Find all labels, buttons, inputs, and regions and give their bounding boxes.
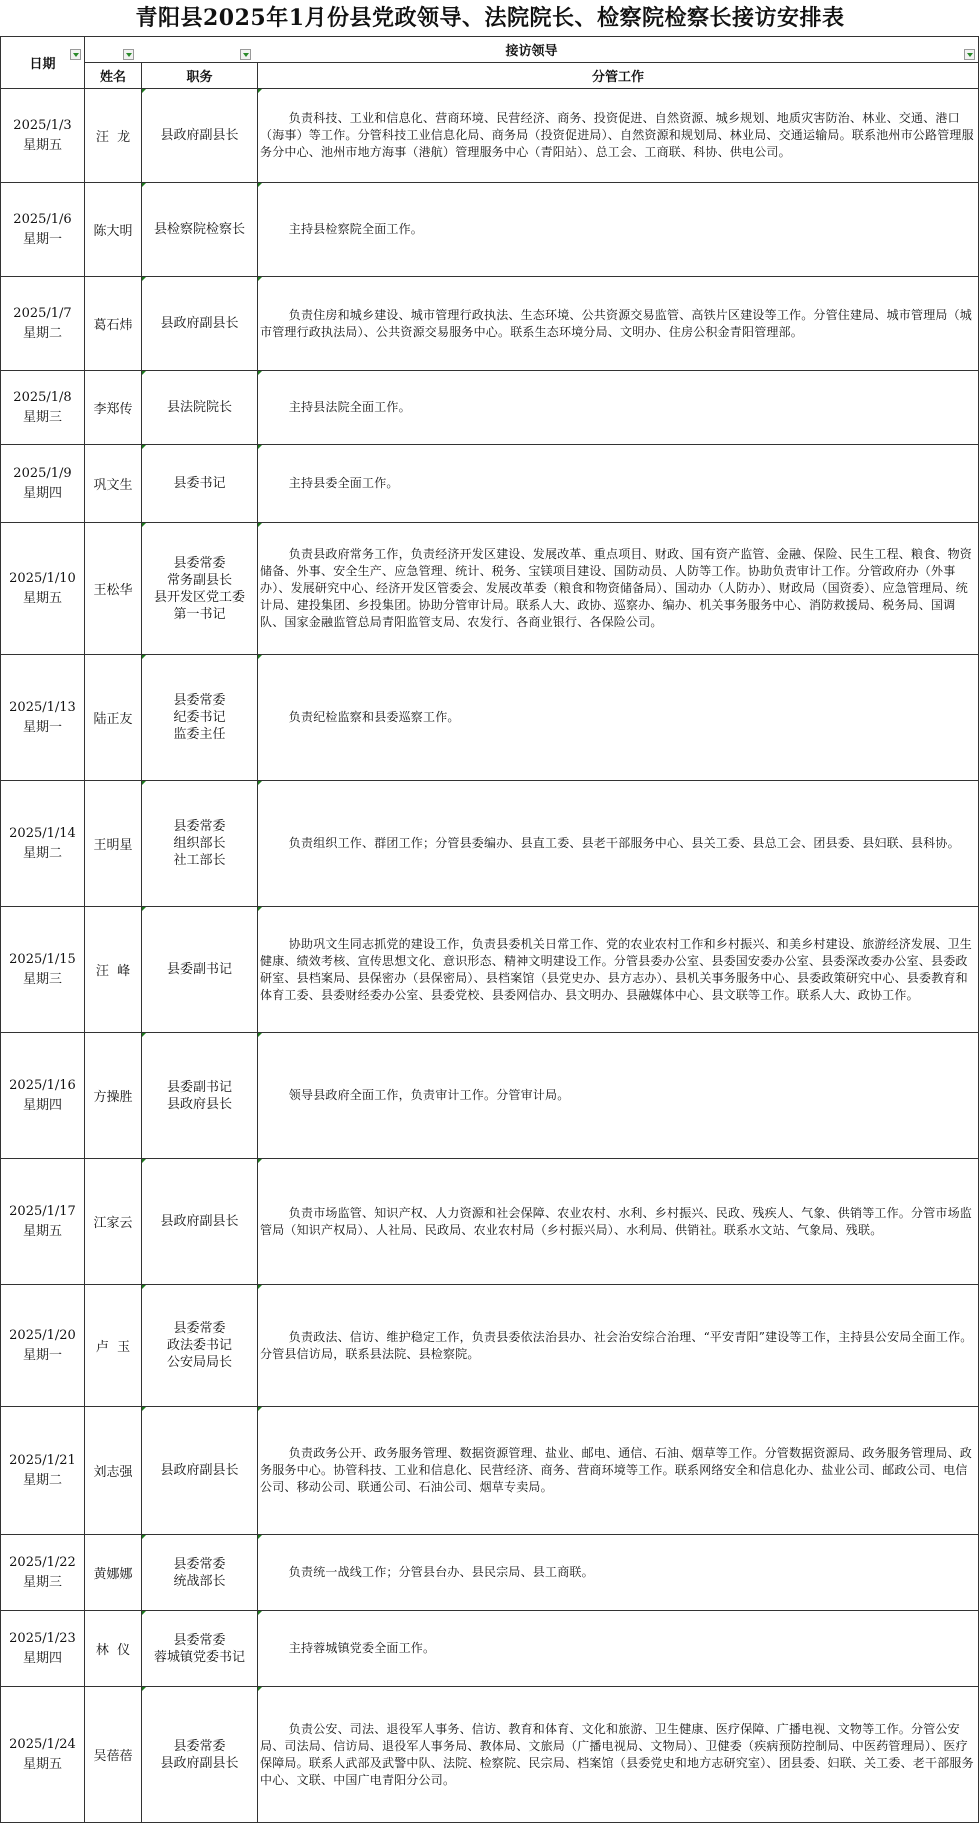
cell-marker-icon	[142, 1611, 146, 1615]
cell-marker-icon	[258, 1407, 262, 1411]
name-cell[interactable]	[85, 907, 142, 1033]
table-row	[1, 1285, 979, 1407]
cell-marker-icon	[142, 1285, 146, 1289]
date-cell[interactable]	[1, 907, 85, 1033]
leader-name: 王松华	[93, 583, 133, 598]
cell-marker-icon	[142, 183, 146, 187]
cell-marker-icon	[142, 1159, 146, 1163]
date-cell[interactable]	[1, 781, 85, 907]
position-cell[interactable]	[142, 1535, 258, 1611]
position-line: 县政府副县长	[160, 316, 239, 331]
work-description: 协助巩文生同志抓党的建设工作，负责县委机关日常工作、党的农业农村工作和乡村振兴、和美乡村建设、旅游经济发展、卫生健康、绩效考核、宣传思想文化、意识形态、精神文明建设工作。分管县委办公室、县委国安委办公室、县委深改委办公室、县委政研室、县档案局、县保密办（县保密局）、县档案馆（县党史办、县方志办）、县机关事务服务中心、县委政策研究中心、县委教育和体育工委、县委财经委办公室、县委党校、县委网信办、县文明办、县融媒体中心、县文联等工作。联系人大、政协工作。	[260, 936, 973, 1002]
filter-dropdown-icon[interactable]	[70, 49, 81, 60]
leader-name: 葛石炜	[93, 318, 133, 333]
leader-name: 黄娜娜	[93, 1567, 133, 1582]
table-row	[1, 907, 979, 1033]
weekday-value: 星期二	[22, 1472, 62, 1488]
position-cell[interactable]	[142, 1285, 258, 1407]
date-value: 2025/1/22	[9, 1554, 76, 1570]
cell-marker-icon	[258, 89, 262, 93]
name-cell[interactable]	[85, 1687, 142, 1823]
date-cell[interactable]	[1, 89, 85, 183]
cell-marker-icon	[142, 1033, 146, 1037]
date-cell[interactable]	[1, 445, 85, 523]
position-line: 县委常委	[173, 1632, 226, 1648]
name-cell[interactable]	[85, 523, 142, 655]
cell-marker-icon	[142, 277, 146, 281]
leader-name: 汪 峰	[95, 964, 131, 979]
weekday-value: 星期一	[22, 719, 62, 735]
position-cell[interactable]	[142, 655, 258, 781]
leader-name: 王明星	[93, 838, 133, 853]
position-cell[interactable]	[142, 183, 258, 277]
schedule-table	[0, 36, 979, 1823]
position-cell[interactable]	[142, 1407, 258, 1535]
table-row	[1, 1535, 979, 1611]
position-cell[interactable]	[142, 445, 258, 523]
header-date-label: 日期	[29, 57, 56, 72]
weekday-value: 星期四	[22, 1650, 62, 1666]
work-cell[interactable]	[258, 1687, 979, 1823]
position-line: 县委常委	[173, 1556, 226, 1572]
date-cell[interactable]	[1, 1611, 85, 1687]
cell-marker-icon	[142, 655, 146, 659]
cell-marker-icon	[142, 523, 146, 527]
cell-marker-icon	[258, 1033, 262, 1037]
work-description: 主持蓉城镇党委全面工作。	[288, 1641, 436, 1655]
table-row	[1, 655, 979, 781]
position-line: 县委副书记	[166, 1079, 232, 1095]
table-row	[1, 1033, 979, 1159]
position-line: 统战部长	[173, 1573, 226, 1589]
position-line: 县政府县长	[166, 1096, 232, 1112]
leader-name: 林 仪	[95, 1643, 131, 1658]
date-value: 2025/1/14	[9, 825, 76, 841]
work-description: 负责纪检监察和县委巡察工作。	[288, 710, 460, 724]
work-cell[interactable]	[258, 907, 979, 1033]
date-cell[interactable]	[1, 371, 85, 445]
name-cell[interactable]	[85, 781, 142, 907]
date-cell[interactable]	[1, 1159, 85, 1285]
position-line: 县委常委	[173, 819, 226, 834]
cell-marker-icon	[142, 1687, 146, 1691]
name-cell[interactable]	[85, 1407, 142, 1535]
leader-name: 刘志强	[93, 1465, 133, 1480]
position-line: 县开发区党工委	[153, 589, 245, 605]
weekday-value: 星期五	[22, 590, 62, 606]
date-value: 2025/1/17	[9, 1203, 76, 1219]
date-value: 2025/1/6	[13, 211, 72, 227]
position-line: 县委书记	[173, 476, 226, 491]
work-cell[interactable]	[258, 371, 979, 445]
position-line: 县政府副县长	[160, 128, 239, 143]
name-cell[interactable]	[85, 655, 142, 781]
cell-marker-icon	[142, 1535, 146, 1539]
date-cell[interactable]	[1, 655, 85, 781]
date-value: 2025/1/10	[9, 570, 76, 586]
name-cell[interactable]	[85, 1159, 142, 1285]
name-cell[interactable]	[85, 1033, 142, 1159]
weekday-value: 星期一	[22, 231, 62, 247]
position-cell[interactable]	[142, 523, 258, 655]
table-row	[1, 781, 979, 907]
weekday-value: 星期三	[22, 409, 62, 425]
name-cell[interactable]	[85, 1611, 142, 1687]
cell-marker-icon	[142, 89, 146, 93]
leader-name: 李郑传	[93, 402, 133, 417]
work-description: 负责政务公开、政务服务管理、数据资源管理、盐业、邮电、通信、石油、烟草等工作。分管数据资源局、政务服务管理局、政务服务中心。协管科技、工业和信息化、民营经济、商务、营商环境等工作。联系网络安全和信息化办、盐业公司、邮政公司、电信公司、移动公司、联通公司、石油公司、烟草专卖局。	[260, 1446, 973, 1494]
header-leader-group-label: 接访领导	[505, 44, 558, 59]
cell-marker-icon	[258, 781, 262, 785]
position-line: 政法委书记	[166, 1338, 232, 1353]
date-value: 2025/1/13	[9, 699, 76, 715]
position-line: 社工部长	[173, 853, 226, 868]
cell-marker-icon	[142, 781, 146, 785]
date-value: 2025/1/16	[9, 1077, 76, 1093]
cell-marker-icon	[258, 655, 262, 659]
work-cell[interactable]	[258, 1611, 979, 1687]
work-cell[interactable]	[258, 1285, 979, 1407]
table-row	[1, 1687, 979, 1823]
date-value: 2025/1/15	[9, 951, 76, 967]
position-line: 县政府副县长	[160, 1755, 239, 1771]
cell-marker-icon	[258, 907, 262, 911]
cell-marker-icon	[258, 183, 262, 187]
leader-name: 陆正友	[93, 712, 133, 727]
weekday-value: 星期四	[22, 1097, 62, 1113]
work-description: 负责科技、工业和信息化、营商环境、民营经济、商务、投资促进、自然资源、城乡规划、地质灾害防治、林业、交通、港口（海事）等工作。分管科技工业信息化局、商务局（投资促进局）、自然资源和规划局、林业局、交通运输局。联系池州市公路管理服务分中心、池州市地方海事（港航）管理服务中心（青阳站）、总工会、工商联、科协、供电公司。	[260, 111, 974, 159]
weekday-value: 星期一	[22, 1347, 62, 1363]
cell-marker-icon	[258, 1535, 262, 1539]
header-work	[258, 63, 979, 89]
leader-name: 巩文生	[93, 478, 133, 493]
weekday-value: 星期五	[22, 1756, 62, 1772]
work-description: 负责市场监管、知识产权、人力资源和社会保障、农业农村、水利、乡村振兴、民政、残疾人、气象、供销等工作。分管市场监管局（知识产权局）、人社局、民政局、农业农村局（乡村振兴局）、水利局、供销社。联系水文站、气象局、残联。	[260, 1205, 973, 1237]
header-work-label: 分管工作	[591, 70, 644, 85]
name-cell[interactable]	[85, 183, 142, 277]
date-value: 2025/1/8	[13, 389, 72, 405]
position-line: 县政府副县长	[160, 1214, 239, 1229]
header-position-label: 职务	[186, 70, 213, 85]
position-line: 县委常委	[173, 693, 226, 708]
work-cell[interactable]	[258, 1535, 979, 1611]
cell-marker-icon	[258, 371, 262, 375]
header-position	[142, 63, 258, 89]
work-description: 负责组织工作、群团工作；分管县委编办、县直工委、县老干部服务中心、县关工委、县总工会、团县委、县妇联、县科协。	[288, 836, 960, 850]
name-cell[interactable]	[85, 277, 142, 371]
name-cell[interactable]	[85, 445, 142, 523]
leader-name: 陈大明	[93, 224, 133, 239]
filter-dropdown-icon[interactable]	[123, 49, 134, 60]
cell-marker-icon	[142, 445, 146, 449]
position-line: 公安局局长	[166, 1355, 232, 1370]
work-cell[interactable]	[258, 89, 979, 183]
table-row	[1, 89, 979, 183]
work-cell[interactable]	[258, 1033, 979, 1159]
position-line: 第一书记	[173, 606, 226, 622]
date-cell[interactable]	[1, 277, 85, 371]
work-cell[interactable]	[258, 183, 979, 277]
weekday-value: 星期五	[22, 1223, 62, 1239]
position-cell[interactable]	[142, 1687, 258, 1823]
table-row	[1, 1407, 979, 1535]
table-row	[1, 445, 979, 523]
position-cell[interactable]	[142, 1033, 258, 1159]
date-value: 2025/1/3	[13, 117, 72, 133]
work-cell[interactable]	[258, 1159, 979, 1285]
work-cell[interactable]	[258, 277, 979, 371]
weekday-value: 星期二	[22, 845, 62, 861]
position-cell[interactable]	[142, 277, 258, 371]
header-name-label: 姓名	[99, 70, 126, 85]
filter-dropdown-icon[interactable]	[964, 49, 975, 60]
work-description: 负责政法、信访、维护稳定工作，负责县委依法治县办、社会治安综合治理、“平安青阳”建设等工作，主持县公安局全面工作。分管县信访局，联系县法院、县检察院。	[260, 1329, 973, 1361]
cell-marker-icon	[258, 1159, 262, 1163]
work-cell[interactable]	[258, 781, 979, 907]
date-value: 2025/1/24	[9, 1736, 76, 1752]
table-row	[1, 183, 979, 277]
date-value: 2025/1/21	[9, 1452, 76, 1468]
position-line: 监委主任	[173, 727, 226, 742]
position-line: 县委副书记	[166, 962, 232, 977]
header-date	[1, 37, 85, 89]
weekday-value: 星期三	[22, 1574, 62, 1590]
date-cell[interactable]	[1, 183, 85, 277]
position-line: 县委常委	[173, 555, 226, 571]
date-cell[interactable]	[1, 1285, 85, 1407]
date-value: 2025/1/20	[9, 1327, 76, 1343]
work-description: 主持县检察院全面工作。	[288, 222, 423, 236]
work-description: 主持县法院全面工作。	[288, 400, 411, 414]
weekday-value: 星期三	[22, 971, 62, 987]
cell-marker-icon	[258, 1687, 262, 1691]
work-description: 负责公安、司法、退役军人事务、信访、教育和体育、文化和旅游、卫生健康、医疗保障、广播电视、文物等工作。分管公安局、司法局、信访局、退役军人事务局、教体局、文旅局（广播电视局、文物局）、卫健委（疾病预防控制局、中医药管理局）、医疗保障局。联系人武部及武警中队、法院、检察院、民宗局、档案馆（县委党史和地方志研究室）、团县委、妇联、关工委、老干部服务中心、文联、中国广电青阳分公司。	[260, 1721, 974, 1787]
cell-marker-icon	[258, 445, 262, 449]
date-cell[interactable]	[1, 1033, 85, 1159]
cell-marker-icon	[142, 907, 146, 911]
position-line: 县政府副县长	[160, 1463, 239, 1478]
cell-marker-icon	[258, 523, 262, 527]
weekday-value: 星期二	[22, 325, 62, 341]
position-line: 县委常委	[173, 1738, 226, 1754]
position-cell[interactable]	[142, 89, 258, 183]
position-line: 蓉城镇党委书记	[153, 1649, 245, 1665]
name-cell[interactable]	[85, 1535, 142, 1611]
date-value: 2025/1/9	[13, 465, 72, 481]
filter-dropdown-icon[interactable]	[240, 49, 251, 60]
position-cell[interactable]	[142, 1611, 258, 1687]
page-title: 青阳县2025年1月份县党政领导、法院院长、检察院检察长接访安排表	[135, 5, 845, 31]
work-cell[interactable]	[258, 1407, 979, 1535]
header-leader-group	[85, 37, 979, 63]
date-cell[interactable]	[1, 523, 85, 655]
header-name	[85, 63, 142, 89]
work-description: 主持县委全面工作。	[288, 476, 399, 490]
cell-marker-icon	[142, 1407, 146, 1411]
date-value: 2025/1/7	[13, 305, 72, 321]
name-cell[interactable]	[85, 1285, 142, 1407]
date-cell[interactable]	[1, 1535, 85, 1611]
position-line: 常务副县长	[166, 572, 232, 588]
table-row	[1, 1159, 979, 1285]
weekday-value: 星期四	[22, 485, 62, 501]
cell-marker-icon	[258, 1611, 262, 1615]
work-description: 领导县政府全面工作，负责审计工作。分管审计局。	[288, 1088, 570, 1102]
table-row	[1, 1611, 979, 1687]
position-cell[interactable]	[142, 907, 258, 1033]
leader-name: 方操胜	[93, 1090, 133, 1105]
leader-name: 卢 玉	[95, 1340, 131, 1355]
position-cell[interactable]	[142, 1159, 258, 1285]
position-line: 组织部长	[173, 836, 226, 851]
cell-marker-icon	[142, 371, 146, 375]
table-row	[1, 371, 979, 445]
work-description: 负责县政府常务工作，负责经济开发区建设、发展改革、重点项目、财政、国有资产监管、金融、保险、民生工程、粮食、物资储备、外事、安全生产、应急管理、统计、税务、宝镁项目建设、国防动员、人防等工作。协助负责审计工作。分管政府办（外事办）、发展研究中心、经济开发区管委会、发展改革委（粮食和物资储备局）、国动办（人防办）、财政局（国资委）、应急管理局、统计局、建投集团、乡投集团。协助分管审计局。联系人大、政协、巡察办、编办、机关事务服务中心、消防救援局、税务局、国调队、国家金融监管总局青阳监管支局、农发行、各商业银行、各保险公司。	[260, 547, 973, 629]
weekday-value: 星期五	[22, 137, 62, 153]
date-cell[interactable]	[1, 1687, 85, 1823]
work-cell[interactable]	[258, 655, 979, 781]
cell-marker-icon	[258, 1285, 262, 1289]
position-line: 县法院院长	[166, 400, 232, 415]
work-cell[interactable]	[258, 523, 979, 655]
leader-name: 汪 龙	[95, 130, 131, 145]
position-cell[interactable]	[142, 371, 258, 445]
cell-marker-icon	[258, 277, 262, 281]
work-description: 负责住房和城乡建设、城市管理行政执法、生态环境、公共资源交易监管、高铁片区建设等工作。分管住建局、城市管理局（城市管理行政执法局）、公共资源交易服务中心。联系生态环境分局、文明办、住房公积金青阳管理部。	[260, 307, 973, 339]
position-cell[interactable]	[142, 781, 258, 907]
work-description: 负责统一战线工作；分管县台办、县民宗局、县工商联。	[288, 1565, 594, 1579]
date-cell[interactable]	[1, 1407, 85, 1535]
leader-name: 吴蓓蓓	[93, 1749, 133, 1764]
name-cell[interactable]	[85, 371, 142, 445]
leader-name: 江家云	[93, 1216, 133, 1231]
position-line: 纪委书记	[173, 710, 226, 725]
table-row	[1, 277, 979, 371]
name-cell[interactable]	[85, 89, 142, 183]
table-row	[1, 523, 979, 655]
date-value: 2025/1/23	[9, 1630, 76, 1646]
position-line: 县检察院检察长	[153, 222, 245, 237]
position-line: 县委常委	[173, 1321, 226, 1336]
work-cell[interactable]	[258, 445, 979, 523]
